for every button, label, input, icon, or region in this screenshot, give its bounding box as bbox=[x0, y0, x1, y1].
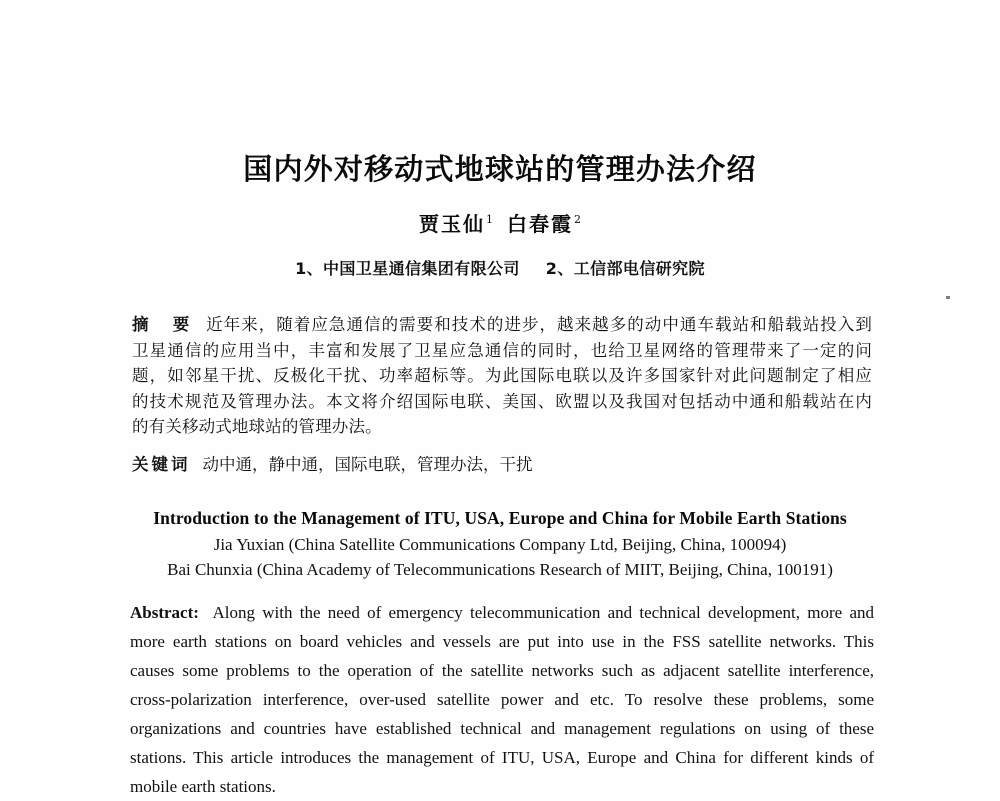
abstract-en-text-1: Along with the need of emergency telecommunication and technical development, more and bbox=[212, 603, 875, 622]
keywords-cn bbox=[132, 452, 872, 477]
affiliation-en-1: Jia Yuxian (China Satellite Communications Company Ltd, Beijing, China, 100094) bbox=[213, 535, 787, 554]
abstract-cn bbox=[132, 312, 872, 440]
author-line bbox=[0, 208, 1000, 237]
affiliation-block-en bbox=[0, 532, 1000, 582]
abstract-en-line-6: stations. This article introduces the management of ITU, USA, Europe and China for different kinds of bbox=[130, 748, 874, 767]
abstract-en-line-4: cross-polarization interference, over-used satellite power and etc. To resolve these problems, some bbox=[130, 690, 874, 709]
affiliation-line-cn bbox=[0, 256, 1000, 279]
abstract-en bbox=[130, 598, 874, 801]
abstract-cn-line-1 bbox=[132, 312, 872, 338]
abstract-cn-line-4: 的技术规范及管理办法。本文将介绍国际电联、美国、欧盟以及我国对包括动中通和船载站在内 bbox=[132, 391, 872, 411]
abstract-cn-text-1: 近年来，随着应急通信的需要和技术的进步，越来越多的动中通车载站和船载站投入到 bbox=[205, 315, 873, 334]
affiliation-cn-1: 1、中国卫星通信集团有限公司 bbox=[295, 259, 520, 278]
affiliation-cn-2: 2、工信部电信研究院 bbox=[545, 259, 705, 278]
abstract-en-line-5: organizations and countries have established technical and management regulations on using of these bbox=[130, 719, 874, 738]
author-affiliation-marker-1: 1 bbox=[486, 213, 493, 227]
affiliation-en-2: Bai Chunxia (China Academy of Telecommunications Research of MIIT, Beijing, China, 100191) bbox=[167, 560, 833, 579]
scan-artifact-speck bbox=[946, 296, 950, 299]
keywords-cn-value: 动中通，静中通，国际电联，管理办法，干扰 bbox=[202, 455, 533, 474]
page-title: 国内外对移动式地球站的管理办法介绍 bbox=[243, 152, 757, 186]
abstract-en-label: Abstract: bbox=[130, 603, 199, 622]
abstract-cn-line-5: 的有关移动式地球站的管理办法。 bbox=[132, 417, 382, 436]
author-name-1: 贾玉仙 bbox=[419, 212, 485, 236]
abstract-cn-label: 摘 要 bbox=[132, 315, 194, 334]
author-affiliation-marker-2: 2 bbox=[574, 213, 581, 227]
abstract-cn-line-2: 卫星通信的应用当中，丰富和发展了卫星应急通信的同时，也给卫星网络的管理带来了一定的问 bbox=[132, 340, 872, 360]
author-name-2: 白春霞 bbox=[507, 212, 573, 236]
abstract-en-line-1 bbox=[130, 598, 874, 627]
abstract-en-line-7: mobile earth stations. bbox=[130, 777, 276, 796]
abstract-en-line-3: causes some problems to the operation of the satellite networks such as adjacent satellite interference, bbox=[130, 661, 874, 680]
abstract-cn-line-3: 题，如邻星干扰、反极化干扰、功率超标等。为此国际电联以及许多国家针对此问题制定了相应 bbox=[132, 366, 872, 385]
keywords-cn-label: 关键词 bbox=[132, 455, 191, 474]
page-title-en: Introduction to the Management of ITU, USA, Europe and China for Mobile Earth Stations bbox=[153, 508, 847, 528]
abstract-en-line-2: more earth stations on board vehicles and vessels are put into use in the FSS satellite networks. This bbox=[130, 632, 874, 651]
